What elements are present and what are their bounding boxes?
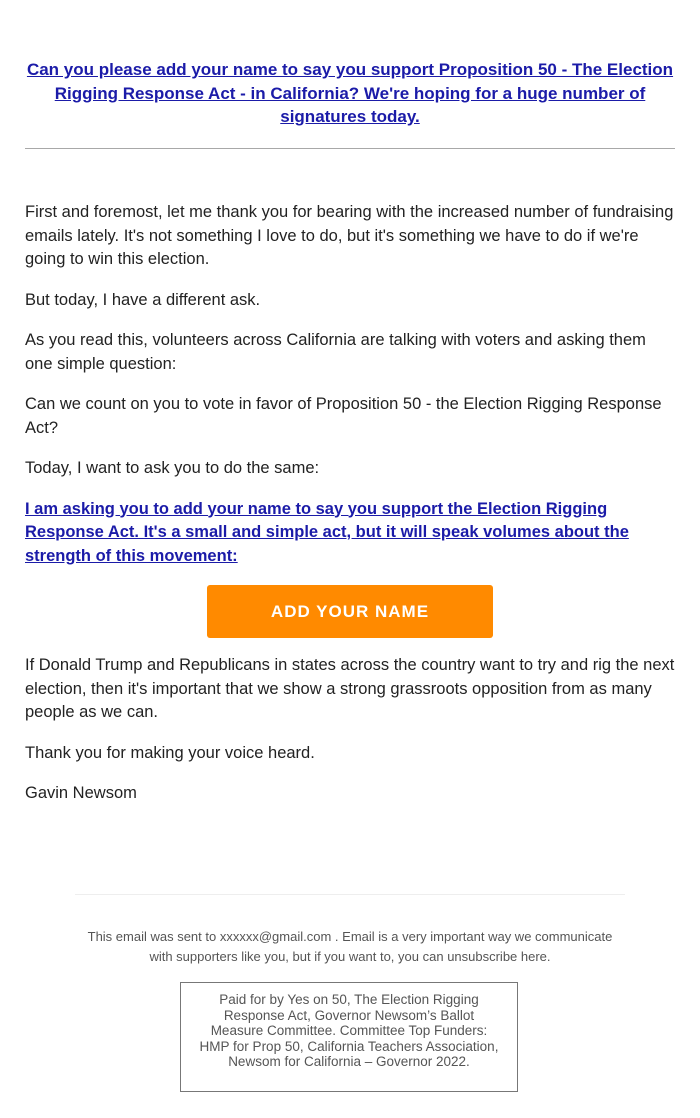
body-paragraph-5: Today, I want to ask you to do the same:	[25, 459, 320, 477]
body-paragraph-6: If Donald Trump and Republicans in states across the country want to try and rig the next election, then it's important that we show a strong grassroots opposition from as many people as we can.	[25, 656, 675, 721]
footer-divider	[75, 894, 625, 895]
footer-sent-prefix: This email was sent to	[87, 929, 217, 944]
paid-for-by-disclaimer: Paid for by Yes on 50, The Election Rigging Response Act, Governor Newsom’s Ballot Measure Committee. Committee Top Funders: HMP for Prop 50, California Teachers Association, Newsom for California – Governor 2022.	[180, 982, 518, 1092]
body-paragraph-1: First and foremost, let me thank you for bearing with the increased number of fundraising emails lately. It's not something I love to do, but it's something we have to do if we're going to win this election.	[25, 203, 674, 268]
add-your-name-button[interactable]: ADD YOUR NAME	[207, 585, 493, 638]
cta-wrapper	[25, 585, 675, 638]
email-body	[25, 201, 675, 823]
body-paragraph-4: Can we count on you to vote in favor of Proposition 50 - the Election Rigging Response Act?	[25, 395, 662, 437]
body-paragraph-7: Thank you for making your voice heard.	[25, 743, 315, 762]
ask-link[interactable]: I am asking you to add your name to say you support the Election Rigging Response Act. It's a small and simple act, but it will speak volumes about the strength of this movement:	[25, 499, 629, 565]
body-paragraph-3: As you read this, volunteers across California are talking with voters and asking them one simple question:	[25, 331, 646, 373]
footer-sent-suffix: . Email is a very important way we communicate with supporters like you, but if you want to, you can	[149, 929, 613, 964]
footer-end: .	[546, 949, 551, 964]
footer-notice	[75, 927, 625, 967]
header-divider	[25, 148, 675, 149]
header-petition-link[interactable]: Can you please add your name to say you support Proposition 50 - The Election Rigging Response Act - in California? We're hoping for a huge number of signatures today.	[26, 60, 674, 126]
recipient-email: xxxxxx@gmail.com	[219, 929, 332, 944]
unsubscribe-link[interactable]: unsubscribe here	[447, 949, 547, 964]
signature: Gavin Newsom	[25, 784, 137, 802]
body-paragraph-2: But today, I have a different ask.	[25, 290, 261, 309]
